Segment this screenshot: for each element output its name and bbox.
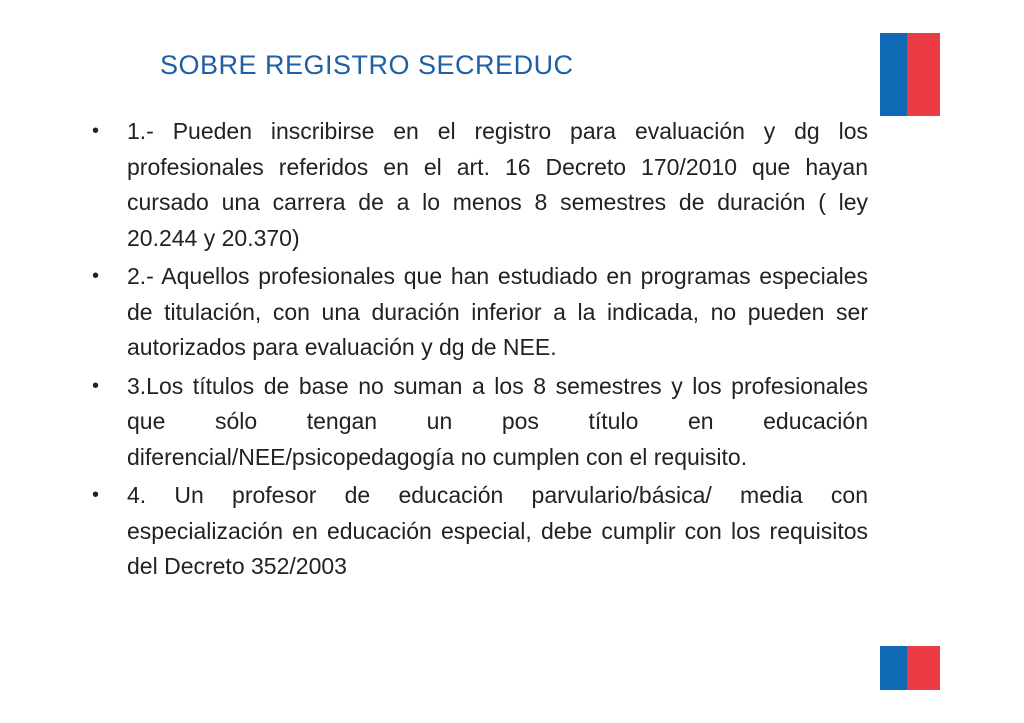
chile-flag-logo-top <box>880 33 940 116</box>
bullet-icon: • <box>92 484 100 506</box>
bullet-text: 4. Un profesor de educación parvulario/básica/ media con especialización en educación especial, debe cumplir con los requisitos del Decreto 352/2003 <box>127 482 868 579</box>
bullet-list <box>90 114 868 588</box>
bullet-item-1 <box>90 114 868 256</box>
bullet-item-4 <box>90 478 868 585</box>
bullet-item-3 <box>90 369 868 476</box>
flag-blue-stripe <box>880 33 907 116</box>
bullet-item-2 <box>90 259 868 366</box>
bullet-icon: • <box>92 120 100 142</box>
bullet-text: 1.- Pueden inscribirse en el registro para evaluación y dg los profesionales referidos en el art. 16 Decreto 170/2010 que hayan cursado una carrera de a lo menos 8 semestres de duración ( ley 20.244 y 20.370) <box>127 118 868 251</box>
bullet-icon: • <box>92 265 100 287</box>
flag-red-stripe <box>907 33 940 116</box>
flag-blue-stripe <box>880 646 907 690</box>
flag-red-stripe <box>907 646 940 690</box>
bullet-text: 2.- Aquellos profesionales que han estudiado en programas especiales de titulación, con una duración inferior a la indicada, no pueden ser autorizados para evaluación y dg de NEE. <box>127 263 868 360</box>
slide-title: SOBRE REGISTRO SECREDUC <box>160 50 574 80</box>
bullet-text: 3.Los títulos de base no suman a los 8 semestres y los profesionales que sólo tengan un pos título en educación diferencial/NEE/psicopedagogía no cumplen con el requisito. <box>127 372 868 470</box>
chile-flag-logo-bottom <box>880 646 940 690</box>
bullet-icon: • <box>92 374 100 397</box>
